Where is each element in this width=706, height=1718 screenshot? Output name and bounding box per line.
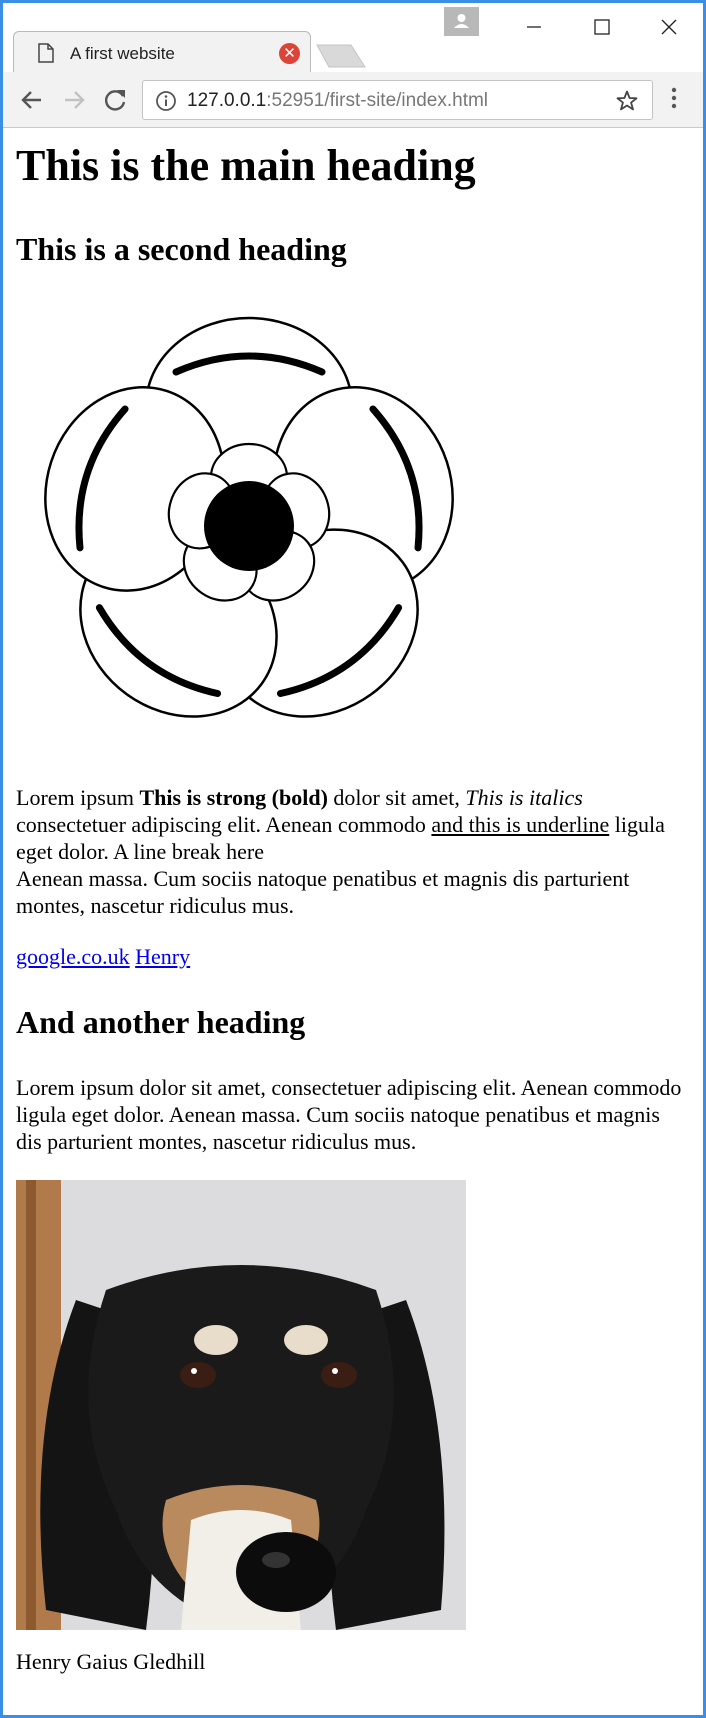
dog-photo <box>16 1180 466 1630</box>
text-span: dolor sit amet, <box>327 785 466 810</box>
document-icon <box>38 43 54 68</box>
intro-paragraph <box>16 784 696 919</box>
profile-icon[interactable] <box>444 7 479 36</box>
google-link[interactable]: google.co.uk <box>16 944 130 969</box>
url-text[interactable] <box>187 90 488 112</box>
address-bar[interactable] <box>142 80 653 120</box>
second-heading: This is a second heading <box>16 231 347 267</box>
underline-text: and this is underline <box>431 812 610 837</box>
tab-title: A first website <box>70 44 175 63</box>
maximize-icon[interactable] <box>579 11 623 43</box>
back-arrow-icon[interactable] <box>18 86 46 114</box>
tudor-rose-image <box>16 294 486 769</box>
text-span: Lorem ipsum <box>16 785 140 810</box>
page-content <box>3 128 703 1718</box>
close-window-icon[interactable] <box>647 11 691 43</box>
close-tab-icon[interactable]: ✕ <box>279 43 300 64</box>
text-span: ligula eget dolor. A line break here <box>16 812 665 864</box>
url-path: :52951/first-site/index.html <box>266 90 489 111</box>
star-icon[interactable] <box>615 89 639 118</box>
links-paragraph <box>16 943 190 970</box>
forward-arrow-icon[interactable] <box>60 86 88 114</box>
kebab-menu-icon[interactable] <box>668 85 680 116</box>
text-span: Aenean massa. Cum sociis natoque penatibus et magnis dis parturient montes, nascetur ridiculus mus. <box>16 866 630 918</box>
new-tab-button[interactable] <box>315 43 367 69</box>
minimize-icon[interactable] <box>511 11 555 43</box>
reload-icon[interactable] <box>101 86 129 114</box>
info-icon[interactable] <box>155 90 177 117</box>
another-heading: And another heading <box>16 1004 306 1040</box>
italic-text: This is italics <box>465 785 583 810</box>
lorem-paragraph: Lorem ipsum dolor sit amet, consectetuer adipiscing elit. Aenean commodo ligula eget dolor. Aenean massa. Cum sociis natoque penatibus et magnis dis parturient montes, nascetur ridiculus mus. <box>16 1075 682 1154</box>
text-span: consectetuer adipiscing elit. Aenean commodo <box>16 812 432 837</box>
url-host: 127.0.0.1 <box>187 90 267 111</box>
main-heading: This is the main heading <box>16 141 476 190</box>
henry-link[interactable]: Henry <box>135 944 191 969</box>
photo-caption: Henry Gaius Gledhill <box>16 1649 206 1674</box>
browser-tab[interactable] <box>13 31 311 72</box>
strong-text: This is strong (bold) <box>139 785 328 810</box>
browser-toolbar <box>3 72 703 128</box>
title-bar <box>3 3 703 72</box>
